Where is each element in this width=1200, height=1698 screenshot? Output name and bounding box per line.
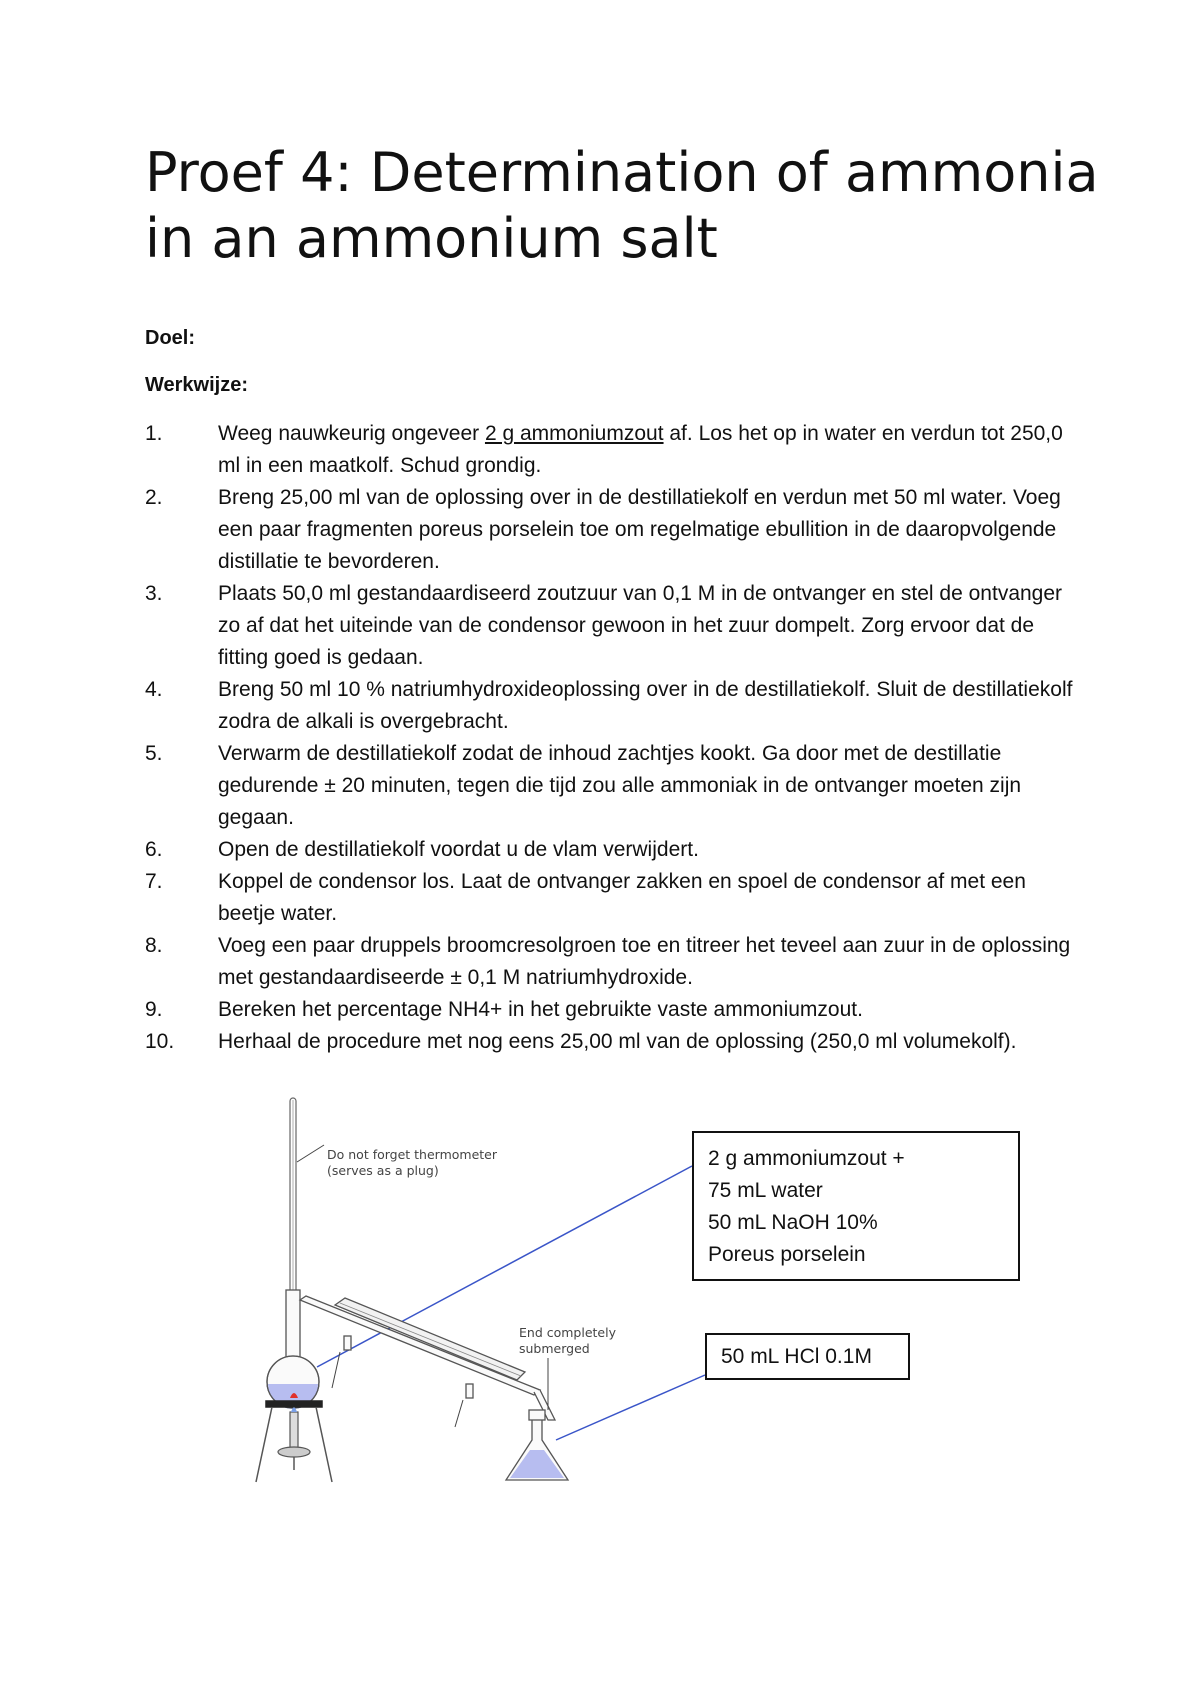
flask-contents-line: 2 g ammoniumzout + xyxy=(708,1147,905,1170)
step-item: 6. Open de destillatiekolf voordat u de vlam verwijdert. xyxy=(145,838,699,861)
flask-contents-line: Poreus porselein xyxy=(708,1243,866,1266)
step-item: 4. Breng 50 ml 10 % natriumhydroxideoplossing over in de destillatiekolf. Sluit de destillatiekolf zodra de alkali is overgebracht. xyxy=(145,678,1073,733)
flask-contents-box xyxy=(692,1131,1020,1281)
step-item: 8. Voeg een paar druppels broomcresolgroen toe en titreer het teveel aan zuur in de oplossing met gestandaardiseerde ± 0,1 M natriumhydroxide. xyxy=(145,934,1071,989)
thermometer-note-line xyxy=(297,1145,324,1162)
flask-contents-line: 75 mL water xyxy=(708,1179,823,1202)
werkwijze-label: Werkwijze: xyxy=(145,374,248,396)
step-item: 2. Breng 25,00 ml van de oplossing over in de destillatiekolf en verdun met 50 ml water. Voeg een paar fragmenten poreus porselein toe om regelmatige ebullition in de daaropvolgende distillatie te bevorderen. xyxy=(145,486,1061,573)
step-item: 10. Herhaal de procedure met nog eens 25,00 ml van de oplossing (250,0 ml volumekolf). xyxy=(145,1030,1017,1053)
end-note-line2: submerged xyxy=(519,1341,590,1356)
underlined-quantity: 2 g ammoniumzout xyxy=(484,422,664,445)
receiver-flask xyxy=(506,1410,568,1480)
water-inlet-arrow xyxy=(455,1400,463,1427)
step-item: 5. Verwarm de destillatiekolf zodat de inhoud zachtjes kookt. Ga door met de destillatie gedurende ± 20 minuten, tegen die tijd zou alle ammoniak in de ontvanger moeten zijn gegaan. xyxy=(145,742,1022,829)
procedure-list xyxy=(145,418,1075,1058)
distillation-flask xyxy=(267,1290,319,1409)
receiver-contents-box: 50 mL HCl 0.1M xyxy=(705,1333,910,1380)
receiver-pointer-line xyxy=(556,1375,705,1440)
step-item: 1. Weeg nauwkeurig ongeveer 2 g ammoniumzout af. Los het op in water en verdun tot 250,0 ml in een maatkolf. Schud grondig. xyxy=(145,422,1063,477)
page-title: Proef 4: Determination of ammonia in an ammonium salt xyxy=(145,141,1099,270)
distillation-apparatus-diagram xyxy=(0,1080,1200,1520)
thermometer xyxy=(290,1098,296,1308)
step-item: 9. Bereken het percentage NH4+ in het gebruikte vaste ammoniumzout. xyxy=(145,998,863,1021)
step-item: 3. Plaats 50,0 ml gestandaardiseerd zoutzuur van 0,1 M in de ontvanger en stel de ontvanger zo af dat het uiteinde van de condensor gewoon in het zuur dompelt. Zorg ervoor dat de fitting goed is gedaan. xyxy=(145,582,1063,669)
end-note-line1: End completely xyxy=(519,1325,616,1340)
flask-pointer-line xyxy=(317,1166,692,1367)
thermometer-note-line2: (serves as a plug) xyxy=(327,1163,439,1178)
doel-label: Doel: xyxy=(145,327,195,349)
thermometer-note-line1: Do not forget thermometer xyxy=(327,1147,498,1162)
step-item: 7. Koppel de condensor los. Laat de ontvanger zakken en spoel de condensor af met een beetje water. xyxy=(145,870,1026,925)
flask-contents-line: 50 mL NaOH 10% xyxy=(708,1211,878,1234)
